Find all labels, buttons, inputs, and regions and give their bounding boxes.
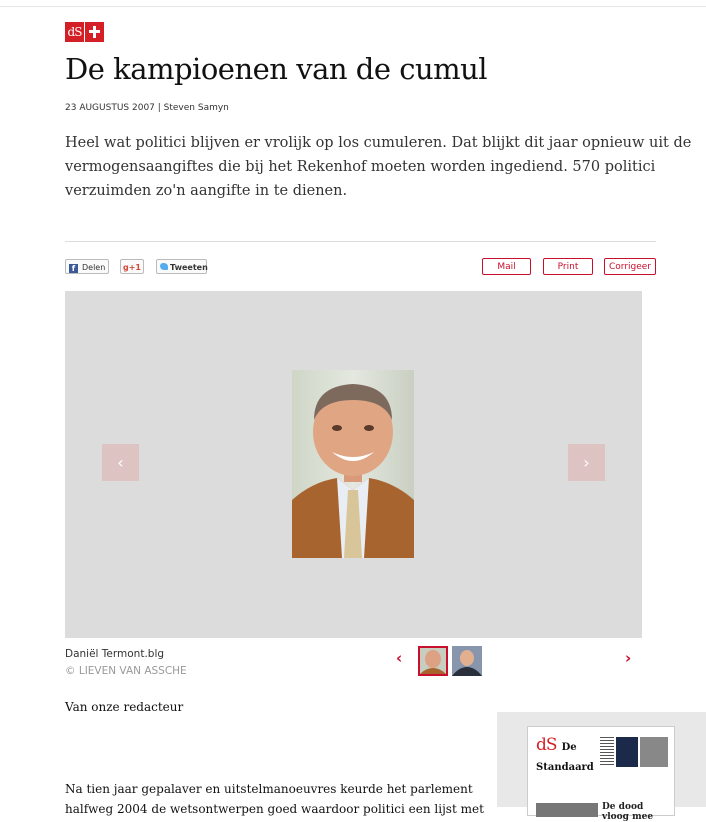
article-body [65, 779, 484, 819]
mail-button[interactable]: Mail [482, 258, 531, 275]
body-line: Na tien jaar gepalaver en uitstelmanoeuvres keurde het parlement [65, 782, 473, 796]
photo-credit: © LIEVEN VAN ASSCHE [65, 665, 187, 677]
ds-logo: dS [65, 22, 84, 42]
ds-plus-logo[interactable] [65, 22, 104, 42]
facebook-icon: f [69, 264, 78, 273]
cover-photo [616, 737, 638, 767]
photo-gallery [65, 291, 642, 638]
gplus-share-button[interactable]: g+1 [120, 259, 144, 274]
portrait-illustration [292, 370, 414, 558]
body-line: halfweg 2004 de wetsontwerpen goed waardoor politici een lijst met [65, 802, 484, 816]
newspaper-masthead [536, 735, 594, 774]
thumbnail-prev-button[interactable]: ‹ [396, 649, 403, 667]
thumbnail-2[interactable] [452, 646, 482, 676]
plus-icon [85, 22, 104, 42]
author-note: Van onze redacteur [65, 700, 184, 714]
article-title: De kampioenen van de cumul [65, 52, 488, 86]
gallery-prev-button[interactable]: ‹ [102, 444, 139, 481]
divider [65, 241, 656, 242]
cover-headline [602, 802, 653, 822]
article-lead [65, 131, 692, 203]
twitter-bird-icon [160, 263, 168, 270]
photo-caption: Daniël Termont.blg [65, 648, 165, 660]
cover-text-column [600, 737, 614, 765]
lead-line: Heel wat politici blijven er vrolijk op los cumuleren. Dat blijkt dit jaar opnieuw uit de [65, 135, 692, 151]
newspaper-cover [527, 726, 675, 822]
lead-line: vermogensaangiftes die bij het Rekenhof moeten worden ingediend. 570 politici [65, 159, 656, 175]
cover-photo [640, 737, 668, 767]
gallery-next-button[interactable]: › [568, 444, 605, 481]
masthead-standaard: Standaard [536, 762, 594, 773]
thumbnail-next-button[interactable]: › [625, 649, 632, 667]
thumbnail-1-image [420, 648, 446, 674]
twitter-share-label: Tweeten [170, 263, 208, 272]
print-button[interactable]: Print [543, 258, 593, 275]
portrait-photo [292, 370, 414, 558]
cover-photo [536, 803, 598, 817]
correct-button[interactable]: Corrigeer [604, 258, 656, 275]
twitter-share-button[interactable] [156, 259, 207, 274]
newspaper-promo[interactable] [497, 712, 706, 822]
lead-line: verzuimden zo'n aangifte in te dienen. [65, 183, 348, 199]
thumbnail-2-image [452, 646, 482, 676]
facebook-share-button[interactable] [65, 259, 109, 274]
cover-headline-line: vloog mee [602, 812, 654, 822]
masthead-logo: dS [536, 735, 557, 755]
top-divider [0, 6, 706, 7]
byline: 23 AUGUSTUS 2007 | Steven Samyn [65, 103, 229, 113]
cover-headline-line: De dood [602, 802, 644, 812]
masthead-de: De [561, 742, 577, 753]
thumbnail-1[interactable] [418, 646, 448, 676]
facebook-share-label: Delen [82, 263, 106, 272]
